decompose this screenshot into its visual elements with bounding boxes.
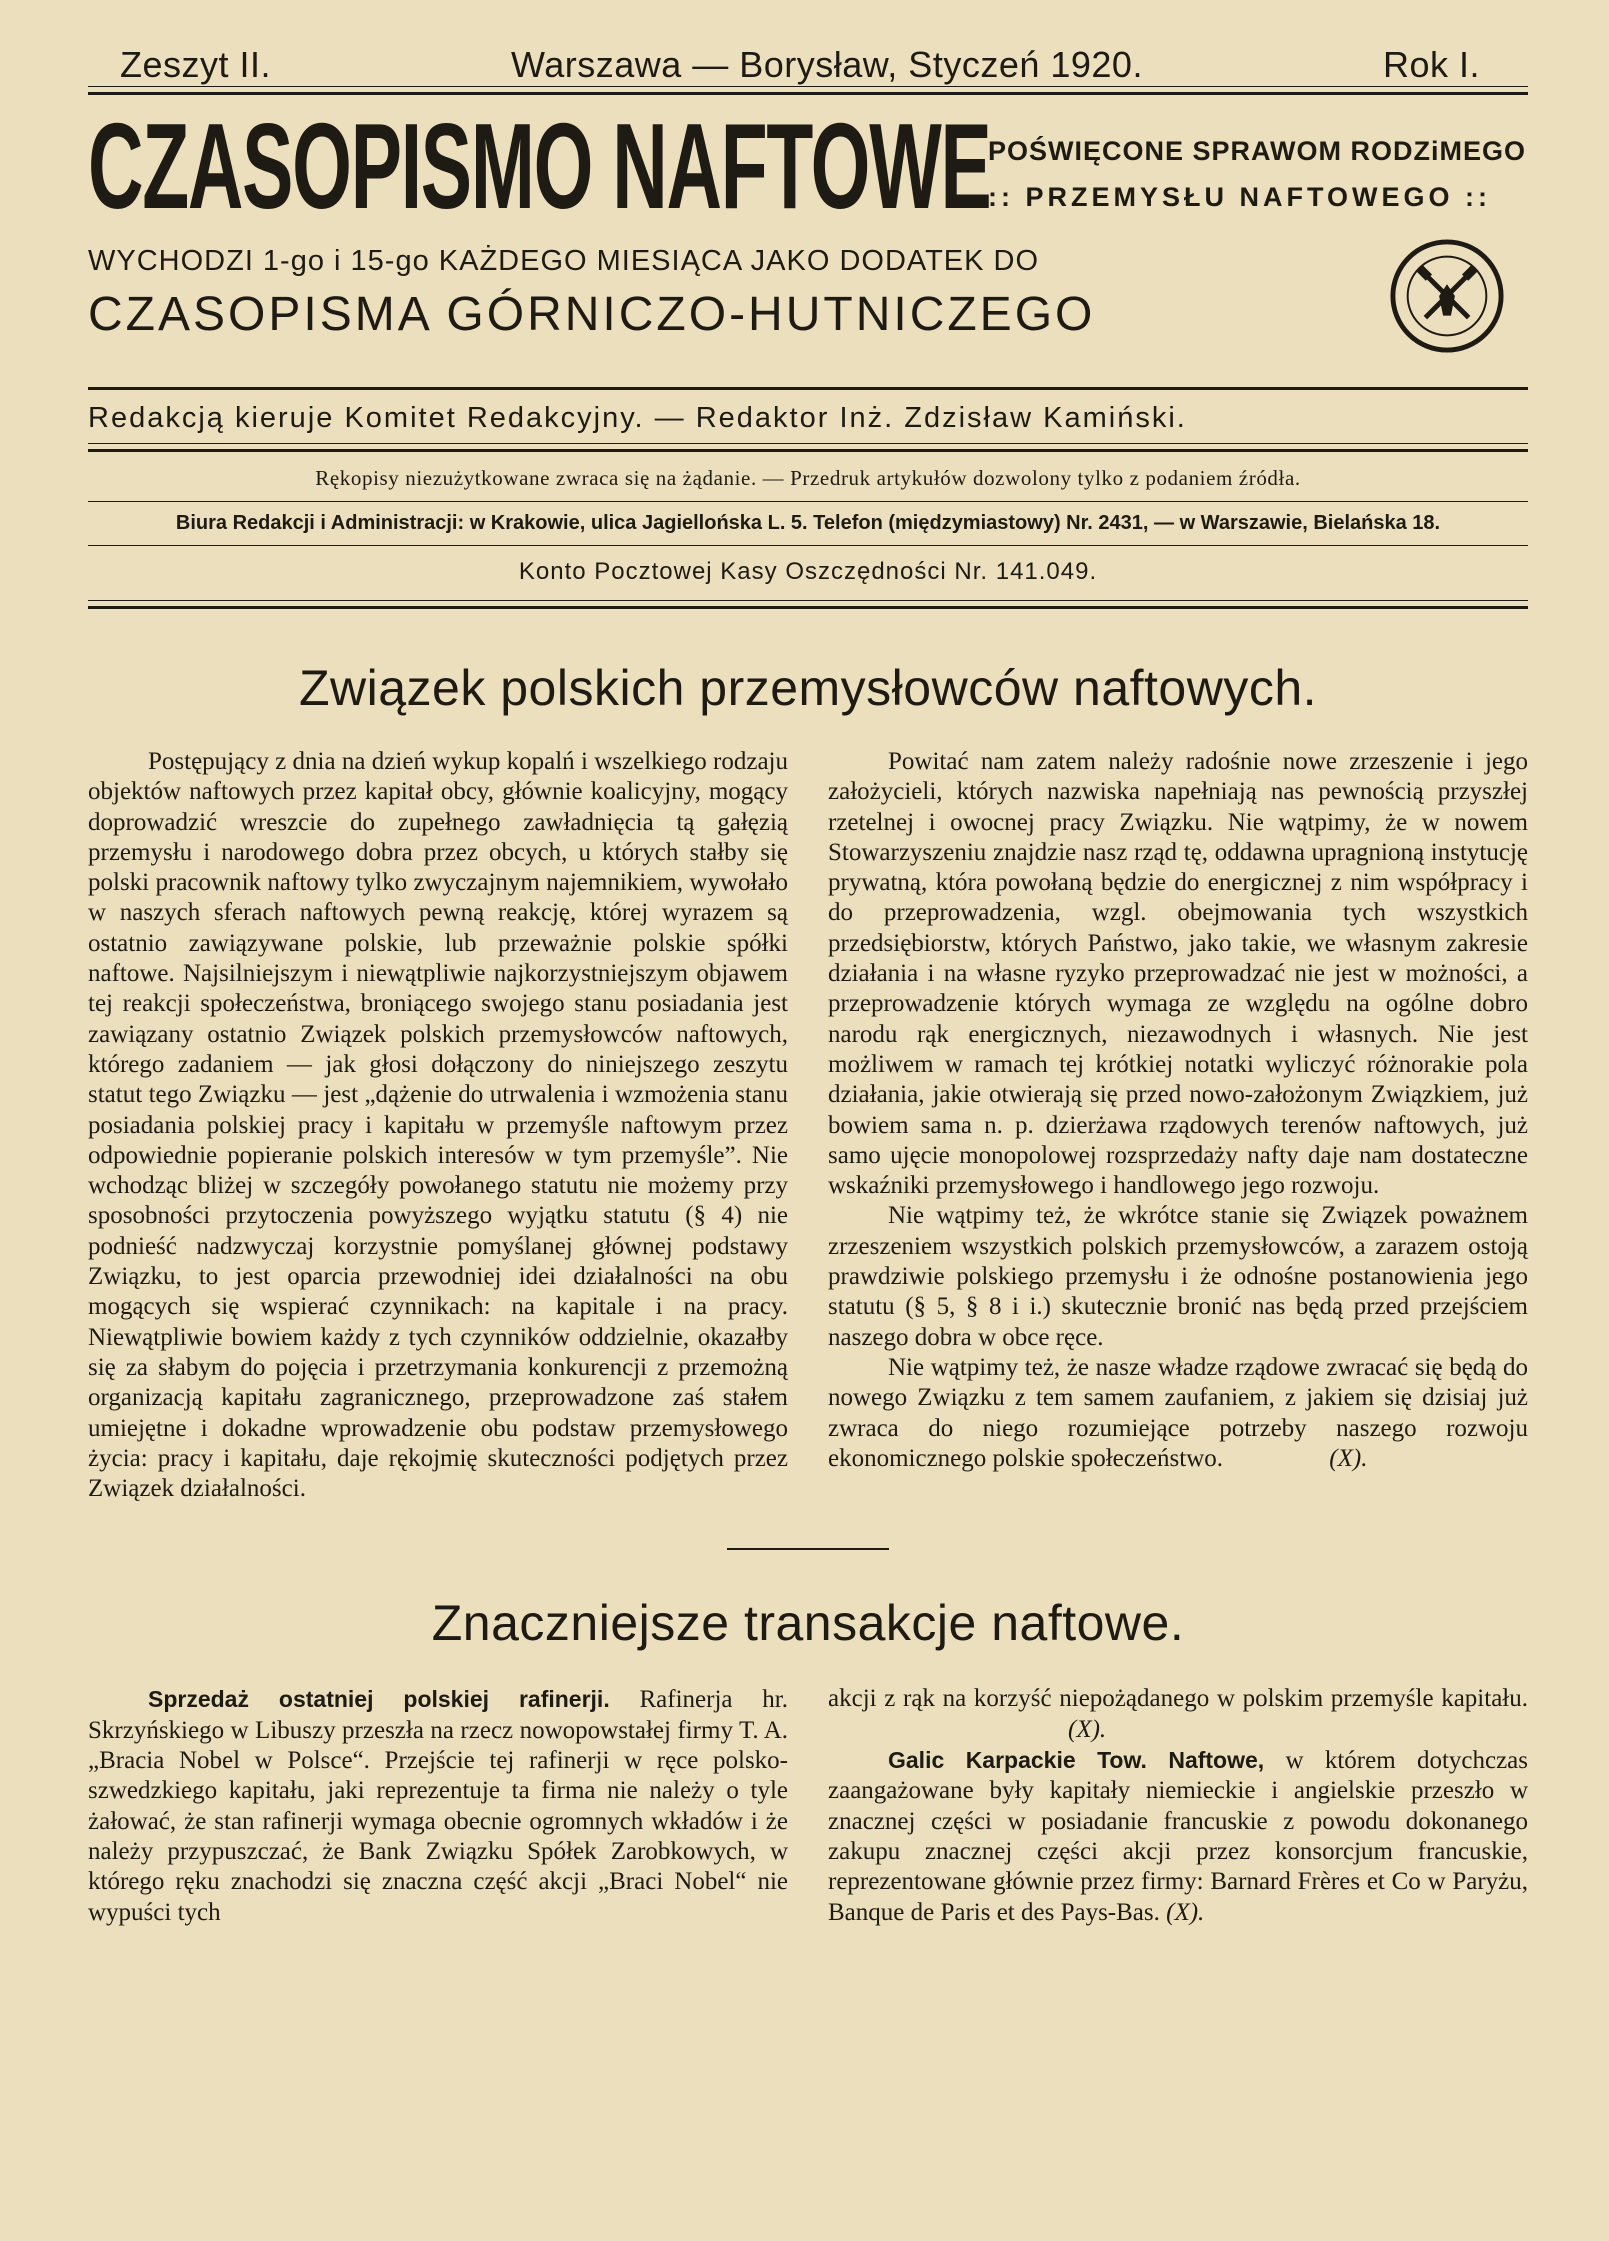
paragraph <box>828 1745 1528 1928</box>
paragraph-text: Nie wątpimy też, że nasze władze rządowe zwracać się będą do nowego Związku z tem samem zaufaniem, z jakiem się dzisiaj już zwraca do niego rozumiejące potrzeby naszego rozwoju ekonomicznego polskie społeczeństwo. <box>828 1353 1528 1472</box>
paragraph: Powitać nam zatem należy radośnie nowe zrzeszenie i jego założycieli, których nazwiska napełniają nas pewnością przyszłej rzetelnej i owocnej pracy Związku. Nie wątpimy, że w nowem Stowarzyszeniu znajdzie nasz rząd tę, oddawna upragnioną instytucję prywatną, która powołaną będzie do energicznej z nim współpracy i do przeprowadzenia, wzgl. obejmowania tych wszystkich przedsiębiorstw, których Państwo, jako takie, we własnym zakresie działania i na własne ryzyko przeprowadzać nie jest w możności, a przeprowadzenie których wymaga ze względu na ogólne dobro narodu rąk energicznych, niezawodnych i własnych. Nie jest możliwem w ramach tej krótkiej notatki wyliczyć różnorakie pola działania, jakie otwierają się przed nowo-założonym Związkiem, już bowiem sama n. p. dzierżawa rządowych terenów naftowych, już samo ujęcie monopolowej rozsprzedaży nafty daje nam dostateczne wskaźniki przemysłowego i handlowego jego rozwoju. <box>828 748 1528 1200</box>
article-1-body <box>88 747 1528 1504</box>
article-1-title: Związek polskich przemysłowców naftowych. <box>298 660 1318 716</box>
masthead-subtitle <box>988 128 1526 220</box>
parent-title: CZASOPISMA GÓRNICZO-HUTNICZEGO <box>88 288 1096 341</box>
place-date: Warszawa — Borysław, Styczeń 1920. <box>511 44 1143 85</box>
item-2-lead: Galic Karpackie Tow. Naftowe, <box>888 1747 1265 1774</box>
supplement-info <box>88 237 1528 387</box>
article-1-left-column <box>88 747 788 1504</box>
article-1-right-column <box>828 747 1528 1504</box>
issue-number: Zeszyt II. <box>120 44 272 85</box>
offices-note: Biura Redakcji i Administracji: w Krakowie, ulica Jagiellońska L. 5. Telefon (międzymiastowy) Nr. 2431, — w Warszawie, Bielańska 18. <box>175 512 1441 534</box>
item-1-text: Rafinerja hr. Skrzyńskiego w Libuszy przeszła na rzecz nowopowstałej firmy T. A. „Bracia Nobel w Polsce“. Przejście tej rafinerji w ręce polsko-szwedzkiego kapitału, jaki reprezentuje ta firma nie należy o tyle żałować, że stan rafinerji wymaga obecnie ogromnych wkładów i że należy przypuszczać, że Bank Związku Spółek Zarobkowych, w którego ręku znachodzi się znaczna część akcji „Braci Nobel“ nie wypuści tych <box>88 1686 788 1926</box>
subtitle-line-2: :: PRZEMYSŁU NAFTOWEGO :: <box>988 182 1491 212</box>
article-2-left-column <box>88 1684 788 1927</box>
paragraph: Postępujący z dnia na dzień wykup kopalń i wszelkiego rodzaju objektów naftowych przez kapitał obcy, głównie koalicyjny, mogący doprowadzić wreszcie do zupełnego zawładnięcia tą gałęzią przemysłu i narodowego dobra przez obcych, u których stałby się polski pracownik naftowy tylko zwyczajnym najemnikiem, wywołało w naszych sferach naftowych pewną reakcję, której wyrazem są ostatnio zawiązywane polskie, lub przeważnie polskie spółki naftowe. Najsilniejszym i niewątpliwie najkorzystniejszym objawem tej reakcji społeczeństwa, broniącego swojego stanu posiadania jest zawiązany ostatnio Związek polskich przemysłowców naftowych, którego zadaniem — jak głosi dołączony do niniejszego zeszytu statut tego Związku — jest „dążenie do utrwalenia i wzmożenia stanu posiadania polskiej pracy i kapitału w przemyśle naftowym przez odpowiednie popieranie polskich interesów w tym przemyśle”. Nie wchodząc bliżej w szczegóły powołanego statutu nie możemy przy sposobności przytoczenia powyższego wyjątku statutu (§ 4) nie podnieść nadzwyczaj korzystnie pomyślanej głównej podstawy Związku, to jest oparcia przewodniej idei działalności na obu mogących się wspierać czynnikach: na kapitale i na pracy. Niewątpliwie bowiem każdy z tych czynników oddzielnie, okazałby się za słabym do pojęcia i przetrzymania konkurencji z przemożną organizacją kapitału zagranicznego, przeprowadzone zaś stałem umiejętne i dokadne wprowadzenie obu podstaw przemysłowego życia: pracy i kapitału, daje rękojmię skuteczności podjętych przez Związek działalności. <box>88 748 788 1503</box>
masthead-title: CZASOPISMO NAFTOWE <box>88 98 991 234</box>
issue-header <box>88 40 1528 86</box>
rule <box>88 600 1528 609</box>
manuscripts-note: Rękopisy niezużytkowane zwraca się na żądanie. — Przedruk artykułów dozwolony tylko z podaniem źródła. <box>315 466 1301 490</box>
rule <box>88 443 1528 452</box>
item-2-text: w którem dotychczas zaangażowane były kapitały niemieckie i angielskie przeszło w znacznej części w posiadanie francuskie z powodu dokonanego zakupu znacznej części akcji przez konsorcjum francuskie, reprezentowane głównie przez firmy: Barnard Frères et Co w Paryżu, Banque de Paris et des Pays-Bas. <box>828 1747 1528 1926</box>
signature: (X). <box>1329 1444 1368 1472</box>
article-2-right-column <box>828 1684 1528 1927</box>
item-1-continuation: akcji z rąk na korzyść niepożądanego w polskim przemyśle kapitału. <box>828 1685 1528 1713</box>
signature: (X). <box>1166 1898 1205 1926</box>
issued-line: WYCHODZI 1-go i 15-go KAŻDEGO MIESIĄCA JAKO DODATEK DO <box>88 245 1040 277</box>
paragraph <box>88 1684 788 1927</box>
paragraph <box>828 1684 1528 1745</box>
newspaper-page <box>88 40 1528 1928</box>
paragraph: Nie wątpimy też, że wkrótce stanie się Związek poważnem zrzeszeniem wszystkich polskich przemysłowców, a zarazem ostoją prawdziwie polskiego przemysłu i że odnośne postanowienia jego statutu (§ 5, § 8 i i.) skutecznie bronić nas będą przed przejściem naszego dobra w obce ręce. <box>828 1202 1528 1351</box>
volume-year: Rok I. <box>1382 44 1480 85</box>
article-2-title: Znaczniejsze transakcje naftowe. <box>431 1595 1185 1652</box>
section-divider <box>727 1548 889 1550</box>
item-1-lead: Sprzedaż ostatniej polskiej rafinerji. <box>148 1686 610 1713</box>
paragraph <box>828 1353 1528 1474</box>
editorial-board: Redakcją kieruje Komitet Redakcyjny. — Redaktor Inż. Zdzisław Kamiński. <box>88 402 1187 434</box>
signature: (X). <box>1068 1715 1107 1743</box>
article-2-body <box>88 1684 1528 1927</box>
header-rule <box>88 86 1528 95</box>
miners-hammers-emblem-icon <box>1388 237 1506 355</box>
account-note: Konto Pocztowej Kasy Oszczędności Nr. 141.049. <box>518 558 1098 585</box>
subtitle-line-1: POŚWIĘCONE SPRAWOM RODZiMEGO <box>988 136 1527 166</box>
